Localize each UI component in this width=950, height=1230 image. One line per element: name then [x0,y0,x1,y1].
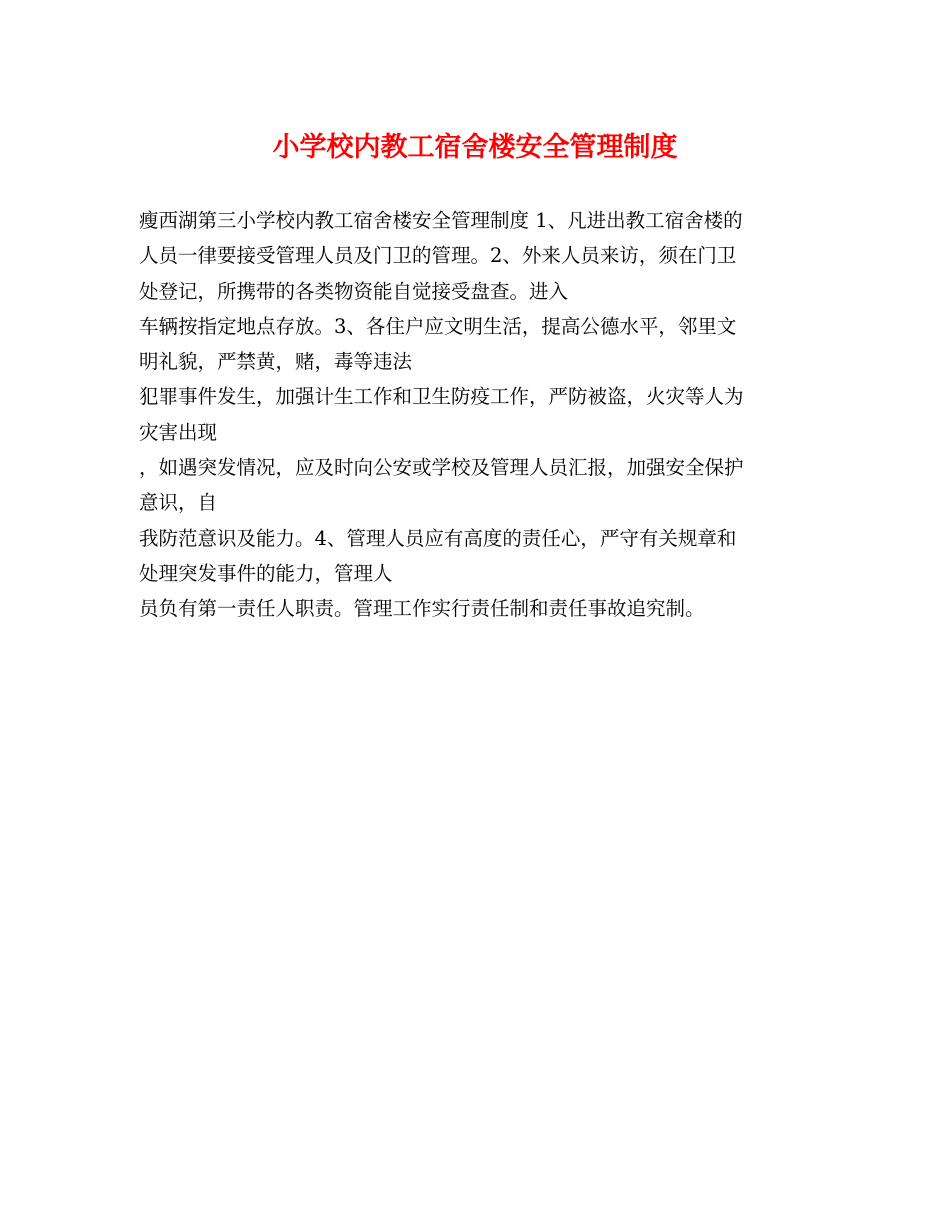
document-body [139,203,829,627]
body-line: 明礼貌，严禁黄，赌，毒等违法 [139,350,413,374]
body-line: 车辆按指定地点存放。3、各住户应文明生活，提高公德水平，邻里文 [139,314,737,338]
body-line: 我防范意识及能力。4、管理人员应有高度的责任心，严守有关规章和 [139,526,737,550]
body-line: ，如遇突发情况，应及时向公安或学校及管理人员汇报，加强安全保护 [139,456,744,480]
body-line: 处理突发事件的能力，管理人 [139,561,393,585]
body-line: 灾害出现 [139,420,218,444]
body-line: 犯罪事件发生，加强计生工作和卫生防疫工作，严防被盗，火灾等人为 [139,385,744,409]
body-line: 处登记，所携带的各类物资能自觉接受盘查。进入 [139,279,569,303]
body-line: 瘦西湖第三小学校内教工宿舍楼安全管理制度 1、凡进出教工宿舍楼的 [139,209,743,232]
body-line: 员负有第一责任人职责。管理工作实行责任制和责任事故追究制。 [139,597,705,621]
body-line: 意识，自 [139,491,218,515]
body-line: 人员一律要接受管理人员及门卫的管理。2、外来人员来访，须在门卫 [139,244,737,268]
document-title: 小学校内教工宿舍楼安全管理制度 [272,132,678,163]
